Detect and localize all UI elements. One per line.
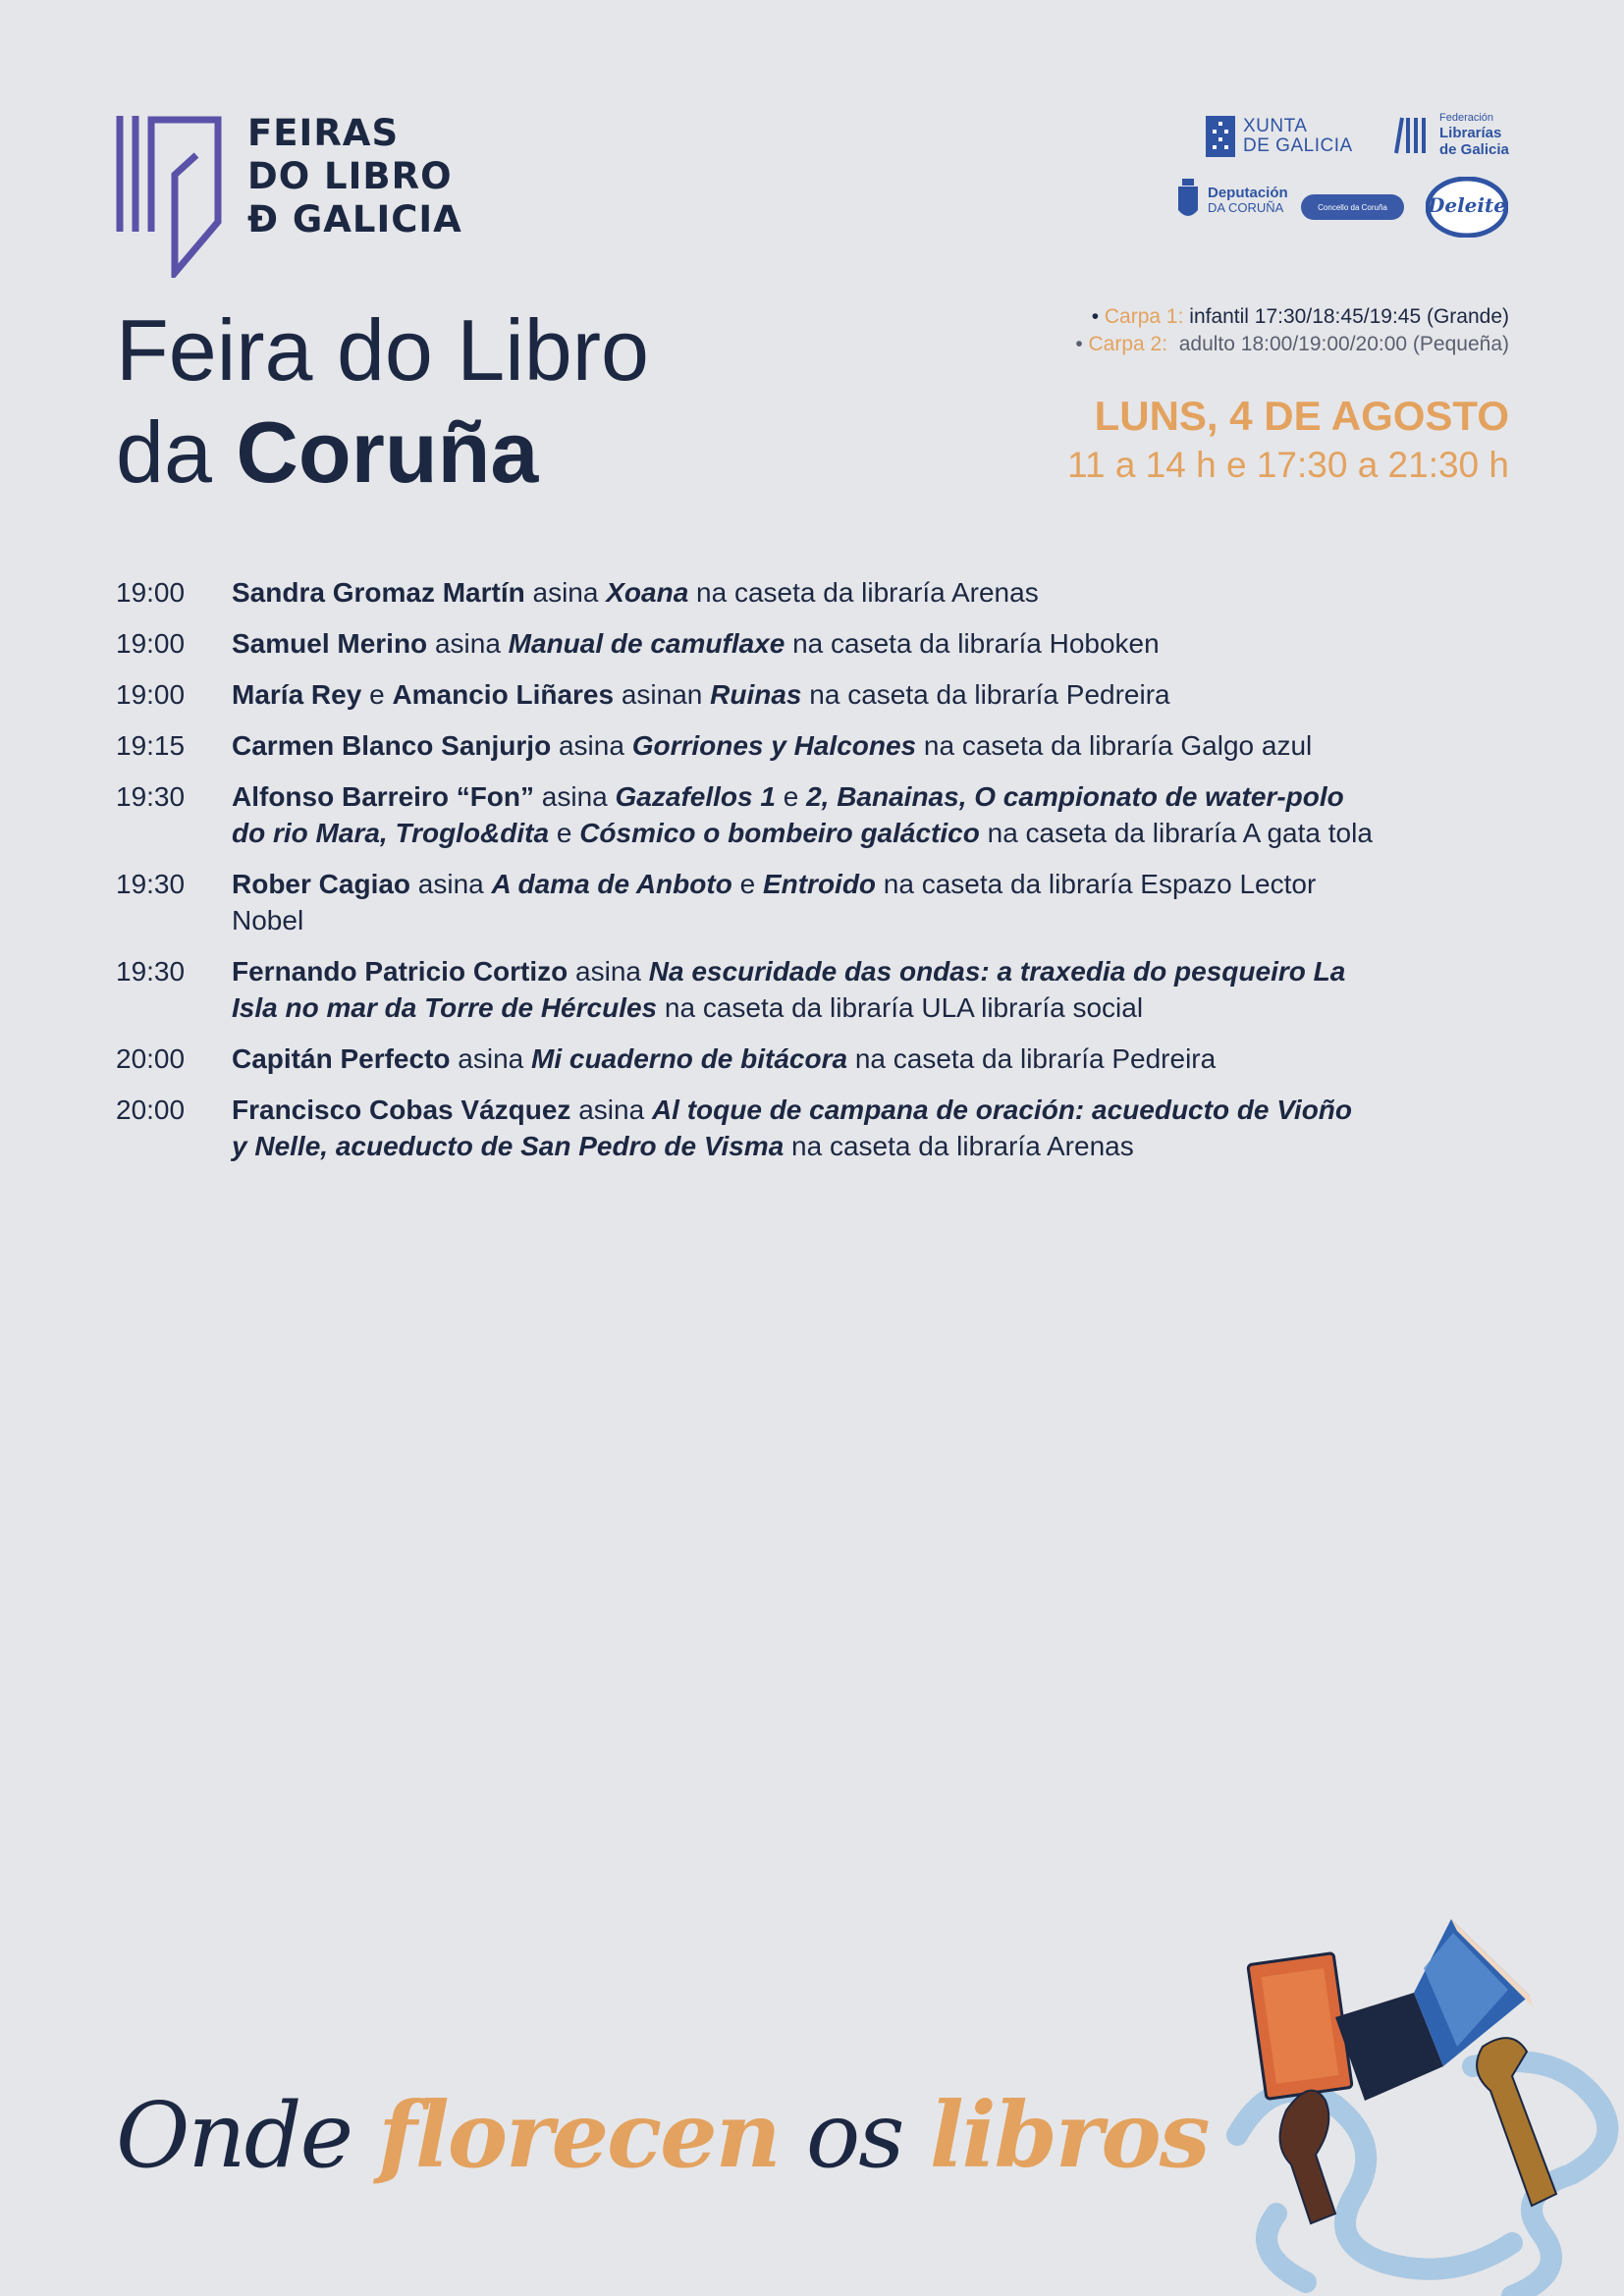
author-name: María Rey <box>232 679 362 710</box>
event-text: e <box>775 781 807 812</box>
event-time: 20:00 <box>116 1043 186 1074</box>
event-text: asina <box>410 869 492 899</box>
title-line-2-bold: Coruña <box>236 403 539 501</box>
event-text: na caseta da libraría Arenas <box>688 577 1039 608</box>
deputacion-crest-icon <box>1174 177 1202 224</box>
feiras-logo-icon <box>116 116 224 278</box>
event-text: na caseta da libraría Hoboken <box>785 628 1160 659</box>
event-date <box>884 391 1509 489</box>
book-title: Ruinas <box>710 679 802 710</box>
event-text: e <box>549 818 580 848</box>
book-title: Na escuridade das ondas: a traxedia do pesqueiro La Isla no mar da Torre de Hércules <box>232 956 1346 1023</box>
event-description <box>232 953 1373 1026</box>
author-name: Amancio Liñares <box>392 679 615 710</box>
tent-schedule <box>982 303 1509 358</box>
event-description <box>232 727 1373 764</box>
author-name: Alfonso Barreiro “Fon” <box>232 781 535 812</box>
deputacion-line-1: Deputación <box>1208 185 1288 201</box>
bullet-icon: • <box>1075 333 1089 355</box>
event-text: na caseta da libraría A gata tola <box>979 818 1373 848</box>
xunta-shield-icon <box>1206 116 1235 157</box>
author-name: Rober Cagiao <box>232 869 411 899</box>
book-title: Gorriones y Halcones <box>631 730 917 761</box>
tent-row-1 <box>982 303 1509 331</box>
tent-2-value: adulto 18:00/19:00/20:00 (Pequeña) <box>1167 333 1509 355</box>
event-description <box>232 778 1373 851</box>
event-time: 19:30 <box>116 869 186 899</box>
federacion-librarias-logo <box>1394 112 1509 158</box>
schedule-row <box>116 574 1373 611</box>
event-text: e <box>361 679 393 710</box>
title-line-1: Feira do Libro <box>116 301 649 399</box>
author-name: Carmen Blanco Sanjurjo <box>232 730 552 761</box>
date-hours: 11 a 14 h e 17:30 a 21:30 h <box>1067 445 1509 485</box>
book-title: 2, Banainas, O campionato de water-polo do rio Mara, Troglo&dita <box>232 781 1344 848</box>
book-title: Al toque de campana de oración: acueducto de Vioño y Nelle, acueducto de San Pedro de Visma <box>232 1095 1353 1161</box>
event-description <box>232 625 1373 662</box>
concello-label: Concello da Coruña <box>1318 202 1387 212</box>
federacion-line-1: Federación <box>1439 112 1494 124</box>
deputacion-line-2: DA CORUÑA <box>1208 200 1284 215</box>
event-description <box>232 1041 1373 1077</box>
feiras-logo-text <box>247 112 483 241</box>
event-text: na caseta da libraría Arenas <box>784 1131 1134 1161</box>
schedule-row <box>116 676 1373 713</box>
event-time: 19:00 <box>116 577 186 608</box>
event-text: asina <box>427 628 509 659</box>
deleite-logo <box>1426 177 1508 238</box>
tent-2-label: Carpa 2: <box>1088 333 1168 355</box>
logo-line-2: DO LIBRO <box>247 155 453 197</box>
event-time: 19:00 <box>116 679 186 710</box>
book-title: Cósmico o bombeiro galáctico <box>579 818 980 848</box>
book-title: Entroido <box>762 869 877 899</box>
book-title: Gazafellos 1 <box>615 781 776 812</box>
title-line-2-prefix: da <box>116 403 237 501</box>
event-text: na caseta da libraría Pedreira <box>801 679 1170 710</box>
federacion-line-2: Librarías <box>1439 125 1502 141</box>
schedule-row <box>116 1041 1373 1077</box>
event-time: 19:30 <box>116 956 186 987</box>
federacion-books-icon <box>1394 114 1432 157</box>
event-text: na caseta da libraría ULA libraría social <box>657 992 1144 1023</box>
author-name: Francisco Cobas Vázquez <box>232 1095 571 1125</box>
event-text: asina <box>570 1095 652 1125</box>
logo-line-1: FEIRAS <box>247 112 400 154</box>
page-title <box>116 299 649 504</box>
event-text: asina <box>568 956 649 987</box>
event-text: asinan <box>614 679 711 710</box>
schedule-row <box>116 866 1373 938</box>
schedule-row <box>116 953 1373 1026</box>
event-description <box>232 676 1373 713</box>
event-text: asina <box>524 577 607 608</box>
book-title: Mi cuaderno de bitácora <box>531 1043 848 1074</box>
book-title: A dama de Anboto <box>491 869 732 899</box>
event-text: na caseta da libraría Espazo Lector Nobel <box>232 869 1317 935</box>
xunta-line-2: DE GALICIA <box>1243 135 1353 156</box>
tent-1-label: Carpa 1: <box>1104 305 1184 328</box>
slogan <box>116 2081 1209 2190</box>
slogan-word: libros <box>929 2082 1209 2188</box>
books-hands-illustration <box>1218 1899 1624 2296</box>
event-text: na caseta da libraría Galgo azul <box>916 730 1313 761</box>
deleite-label: Deleite <box>1428 193 1506 217</box>
event-text: asina <box>534 781 616 812</box>
concello-logo <box>1301 194 1404 220</box>
event-description <box>232 866 1373 938</box>
slogan-word: Onde <box>116 2083 379 2188</box>
schedule-row <box>116 1092 1373 1164</box>
signing-schedule <box>116 574 1373 1179</box>
event-text: na caseta da libraría Pedreira <box>847 1043 1217 1074</box>
event-time: 20:00 <box>116 1095 186 1125</box>
logo-line-3: Ð GALICIA <box>247 198 462 240</box>
event-text: asina <box>551 730 632 761</box>
slogan-word: os <box>779 2083 930 2188</box>
author-name: Sandra Gromaz Martín <box>232 577 525 608</box>
slogan-word: florecen <box>378 2082 780 2188</box>
bullet-icon: • <box>1091 305 1105 328</box>
event-text: asina <box>450 1043 531 1074</box>
author-name: Fernando Patricio Cortizo <box>232 956 568 987</box>
event-text: e <box>731 869 763 899</box>
tent-row-2 <box>982 331 1509 358</box>
schedule-row <box>116 778 1373 851</box>
event-time: 19:00 <box>116 628 186 659</box>
date-day: LUNS, 4 DE AGOSTO <box>1094 393 1509 439</box>
event-time: 19:15 <box>116 730 186 761</box>
federacion-line-3: de Galicia <box>1439 141 1509 158</box>
deputacion-logo <box>1174 177 1288 224</box>
event-time: 19:30 <box>116 781 186 812</box>
xunta-line-1: XUNTA <box>1243 116 1308 136</box>
schedule-row <box>116 625 1373 662</box>
tent-1-value: infantil 17:30/18:45/19:45 (Grande) <box>1183 305 1509 328</box>
book-title: Manual de camuflaxe <box>508 628 785 659</box>
author-name: Capitán Perfecto <box>232 1043 451 1074</box>
schedule-row <box>116 727 1373 764</box>
author-name: Samuel Merino <box>232 628 428 659</box>
xunta-logo <box>1206 116 1353 157</box>
event-description <box>232 1092 1373 1164</box>
event-description <box>232 574 1373 611</box>
book-title: Xoana <box>606 577 689 608</box>
